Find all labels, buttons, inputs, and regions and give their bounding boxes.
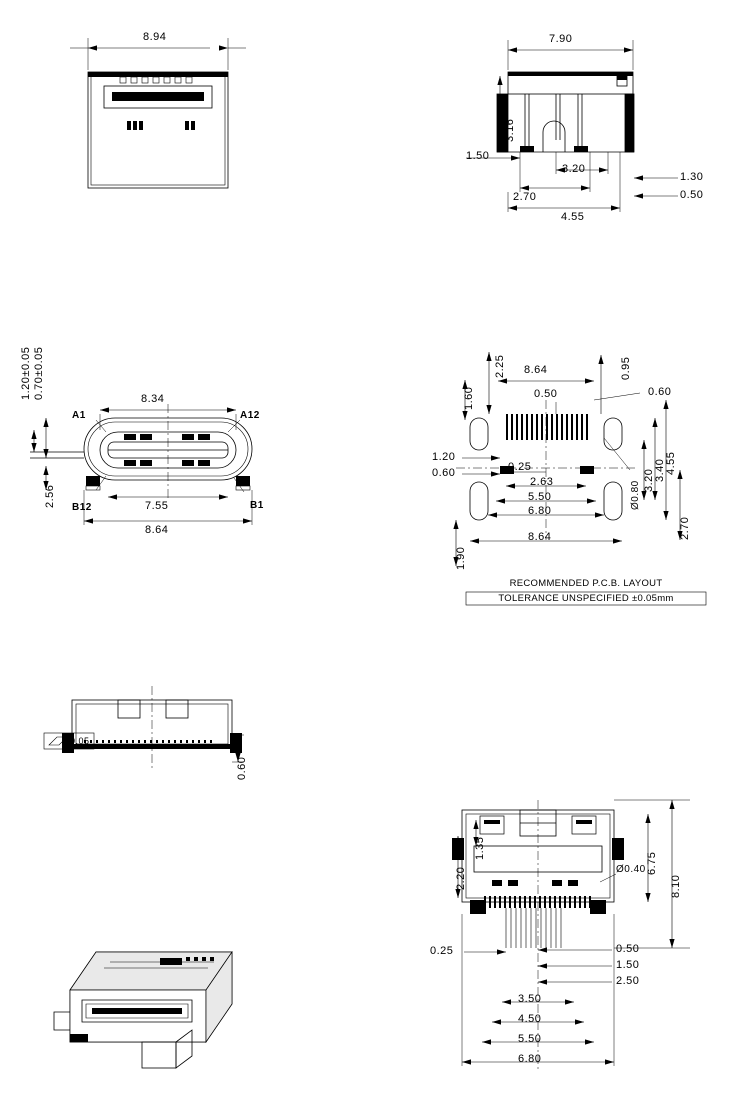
dim-pcb-320: 3.20: [643, 468, 655, 492]
dim-side-130: 1.30: [680, 171, 704, 183]
dim-side-050: 0.50: [680, 189, 704, 201]
dim-pad-220: 2.20: [455, 866, 467, 890]
dim-side-height-316: 3.16: [504, 118, 516, 142]
dim-bottom-070: 0.70±0.05: [33, 346, 45, 400]
dim-pcb-455: 4.55: [665, 451, 677, 475]
dim-pcb-095: 0.95: [620, 356, 632, 380]
dim-pad-135: 1.35: [474, 836, 486, 860]
dim-bottom-834: 8.34: [141, 393, 165, 405]
dim-bottom-120: 1.20±0.05: [20, 346, 32, 400]
dim-pcb-060-right: 0.60: [648, 386, 672, 398]
pin-label-a1: A1: [72, 410, 86, 421]
isometric-view-geometry: [54, 952, 232, 1068]
dim-side-150: 1.50: [466, 150, 490, 162]
bottom-view-geometry: [30, 404, 252, 525]
dim-pad-dia-040: Ø0.40: [616, 864, 646, 875]
note-pcb-layout: RECOMMENDED P.C.B. LAYOUT: [509, 578, 663, 589]
dim-bottom-864: 8.64: [145, 524, 169, 536]
dim-pad-025: 0.25: [430, 945, 454, 957]
dim-pcb-190: 1.90: [455, 546, 467, 570]
dim-pcb-160: 1.60: [463, 386, 475, 410]
dim-side-455: 4.55: [561, 211, 585, 223]
dim-pcb-864-top: 8.64: [524, 364, 548, 376]
dim-pad-150: 1.50: [616, 959, 640, 971]
dim-side-270: 2.70: [513, 191, 537, 203]
dim-side-overall-width: 7.90: [549, 33, 573, 45]
dim-pad-675: 6.75: [646, 851, 658, 875]
dim-pcb-060: 0.60: [432, 467, 456, 479]
rear-view-geometry: [44, 686, 244, 768]
dim-rear-060: 0.60: [236, 756, 248, 780]
dim-pad-250: 2.50: [616, 975, 640, 987]
dim-pcb-dia-080: Ø0.80: [630, 480, 641, 510]
pin-label-b12: B12: [72, 502, 92, 513]
dim-pcb-864-bot: 8.64: [528, 531, 552, 543]
solder-pad-geometry: [452, 800, 690, 1070]
dim-pad-050: 0.50: [616, 943, 640, 955]
dim-pcb-050: 0.50: [534, 388, 558, 400]
dim-side-320: 3.20: [562, 163, 586, 175]
front-view-geometry: [70, 38, 246, 188]
dim-pcb-680: 6.80: [528, 505, 552, 517]
dim-pcb-120: 1.20: [432, 451, 456, 463]
dim-pad-350: 3.50: [518, 993, 542, 1005]
dim-pad-810: 8.10: [670, 874, 682, 898]
dim-pcb-340: 3.40: [654, 458, 666, 482]
pin-label-a12: A12: [240, 410, 260, 421]
dim-pad-450: 4.50: [518, 1013, 542, 1025]
dim-pad-550: 5.50: [518, 1033, 542, 1045]
dim-pad-680: 6.80: [518, 1053, 542, 1065]
dim-bottom-256: 2.56: [44, 484, 56, 508]
pin-label-b1: B1: [250, 500, 264, 511]
dim-pcb-550: 5.50: [528, 491, 552, 503]
dim-flatness-value: 0.05: [70, 736, 90, 746]
dim-pcb-225: 2.25: [494, 354, 506, 378]
dim-pcb-263: 2.63: [530, 476, 554, 488]
dim-pcb-270: 2.70: [679, 516, 691, 540]
note-tolerance: TOLERANCE UNSPECIFIED ±0.05mm: [498, 593, 674, 604]
dim-pcb-025: 0.25: [508, 461, 532, 473]
side-section-geometry: [466, 40, 678, 212]
dim-front-width: 8.94: [143, 31, 167, 43]
dim-bottom-755: 7.55: [145, 500, 169, 512]
